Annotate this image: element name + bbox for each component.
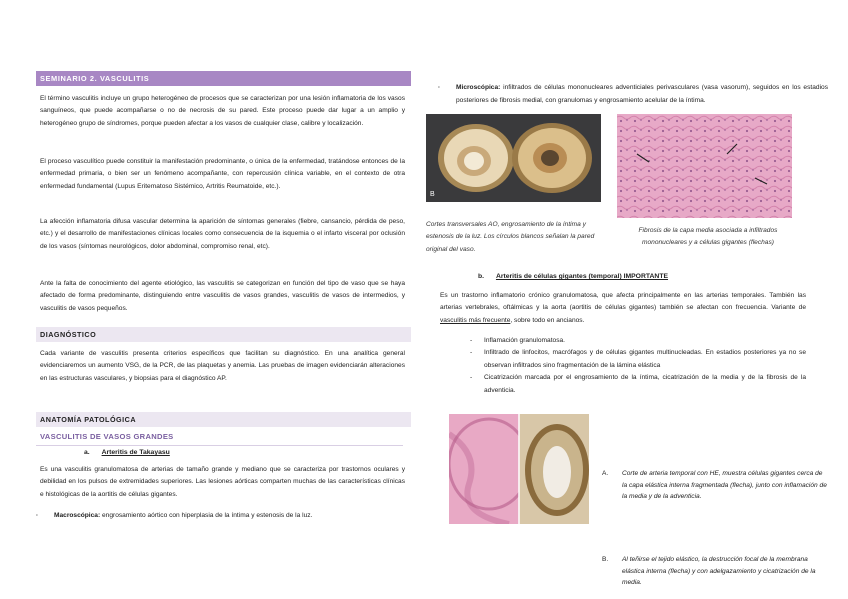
- classification-paragraph: Ante la falta de conocimiento del agente etiológico, las vasculitis se categorizan en función del tipo de vaso que se haya afectado de forma predominante, distinguiendo entre vasculitis de vasos grandes, vasculitis de vasos de intermedios, y vasculitis de vasos pequeños.: [40, 280, 405, 312]
- caption-b-text: Al teñirse el tejido elástico, la destrucción focal de la membrana elástica interna (flecha) y con adelgazamiento y cicatrización de la media.: [622, 556, 816, 587]
- vasos-grandes-heading: VASCULITIS DE VASOS GRANDES: [40, 432, 174, 441]
- caption-a-letter: A.: [602, 470, 609, 478]
- gca-paragraph-underline: vasculitis más frecuente: [440, 316, 511, 324]
- fibrosis-caption: Fibrosis de la capa media asociada a infiltrados mononucleares y a células gigantes (flechas): [638, 227, 778, 247]
- section-banner: [36, 71, 411, 86]
- banner-title: SEMINARIO 2. VASCULITIS: [40, 74, 150, 83]
- gca-title: Arteritis de células gigantes (temporal) IMPORTANTE: [495, 273, 669, 280]
- caption-b: [602, 554, 828, 589]
- gca-paragraph-text: Es un trastorno inflamatorio crónico granulomatosa, que afecta principalmente en las arterias temporales. También las arterias vertebrales, oftálmicas y la aorta (aortitis de células gigantes) también se afectan con frecuencia. Variante de: [440, 292, 806, 312]
- list-item: - Infiltrado de linfocitos, macrófagos y de células gigantes multinucleadas. En estadios posteriores ya no se observan infiltrados sino fragmentación de la lámina elástica: [470, 347, 806, 372]
- microscopica-text: infiltrados de células mononucleares adventiciales perivasculares (vasa vasorum), seguidos en los estadios posteriores de fibrosis medial, con granulomas y engrosamiento acelular de la íntima.: [456, 84, 828, 104]
- gca-letter: b.: [478, 273, 485, 280]
- anatomia-heading-text: ANATOMÍA PATOLÓGICA: [40, 415, 137, 424]
- aorta-cross-section-image: [426, 114, 601, 202]
- takayasu-title: Arteritis de Takayasu: [101, 449, 170, 456]
- microscopica-label: Microscópica:: [456, 84, 501, 92]
- caption-b-letter: B.: [602, 556, 609, 563]
- gca-paragraph-end: , sobre todo en ancianos.: [510, 316, 585, 324]
- intro-paragraph: El término vasculitis incluye un grupo heterogéneo de procesos que se caracterizan por una lesión inflamatoria de los vasos sanguíneos, que puede acompañarse o no de necrosis de su pared. Este proceso puede dar lugar a un amplio y heterogéneo grupo de síndromes, porque pueden afectar a los vasos de cualquier clase, calibre y localización.: [40, 95, 405, 127]
- diagnostico-paragraph: Cada variante de vasculitis presenta criterios específicos que facilitan su diagnóstico. En una analítica general evidenciaremos un aumento VSG, de la PCR, de las plaquetas y anemia. Las pruebas de imagen evidenciarán alteraciones en las estructuras vasculares, y biopsias para el diagnóstico AP.: [40, 350, 405, 382]
- diagnostico-heading: [36, 327, 411, 342]
- gca-heading: [478, 273, 668, 280]
- takayasu-paragraph: Es una vasculitis granulomatosa de arterias de tamaño grande y mediano que se caracteriza por trastornos oculares y debilidad en los pulsos de extremidades superiores. Las lesiones aórticas comparten muchas de las características clínicas e histológicas de la aortitis de células gigantes.: [40, 466, 405, 498]
- caption-a: [602, 468, 828, 503]
- gca-features-list: [470, 335, 806, 397]
- list-item: - Cicatrización marcada por el engrosamiento de la íntima, cicatrización de la media y de la fibrosis de la adventicia.: [470, 372, 806, 397]
- fibrosis-micrograph-image: [617, 114, 792, 218]
- caption-a-text: Corte de arteria temporal con HE, muestra células gigantes cerca de la capa elástica interna fragmentada (flecha), junto con inflamación de la media y de la adventicia.: [622, 470, 827, 501]
- subheading-rule: [36, 445, 403, 446]
- takayasu-letter: a.: [84, 449, 90, 456]
- symptoms-paragraph: La afección inflamatoria difusa vascular determina la aparición de síntomas generales (fiebre, cansancio, pérdida de peso, etc.) y el desarrollo de manifestaciones clínicas locales como consecuencia de la isquemia o el infarto visceral por oclusión de los vasos (síntomas neurológicos, dolor abdominal, compromiso renal, etc).: [40, 218, 405, 250]
- anatomia-heading: [36, 412, 411, 427]
- image-letter-b: B: [430, 191, 435, 198]
- manifestation-paragraph: El proceso vasculítico puede constituir la manifestación predominante, o única de la enfermedad, tratándose entonces de la enfermedad primaria, o bien ser un fenómeno acompañante, con repercusión clínica variable, en el contexto de otra enfermedad fundamental (Lupus Eritematoso Sistémico, Artritis Reumatoide, etc.).: [40, 158, 405, 190]
- gca-paragraph: [440, 290, 806, 327]
- temporal-artery-image: [449, 414, 589, 524]
- macroscopica-item: [32, 510, 424, 522]
- list-item: - Inflamación granulomatosa.: [470, 335, 806, 347]
- microscopica-item: [434, 82, 828, 107]
- aorta-caption: Cortes transversales AO, engrosamiento de la íntima y estenosis de la luz. Los círculos blancos señalan la pared original del vaso.: [426, 221, 595, 253]
- macroscopica-label: Macroscópica:: [54, 512, 101, 519]
- macroscopica-text: engrosamiento aórtico con hiperplasia de la íntima y estenosis de la luz.: [100, 512, 313, 519]
- takayasu-heading: [84, 449, 170, 456]
- diagnostico-heading-text: DIAGNÓSTICO: [40, 330, 97, 339]
